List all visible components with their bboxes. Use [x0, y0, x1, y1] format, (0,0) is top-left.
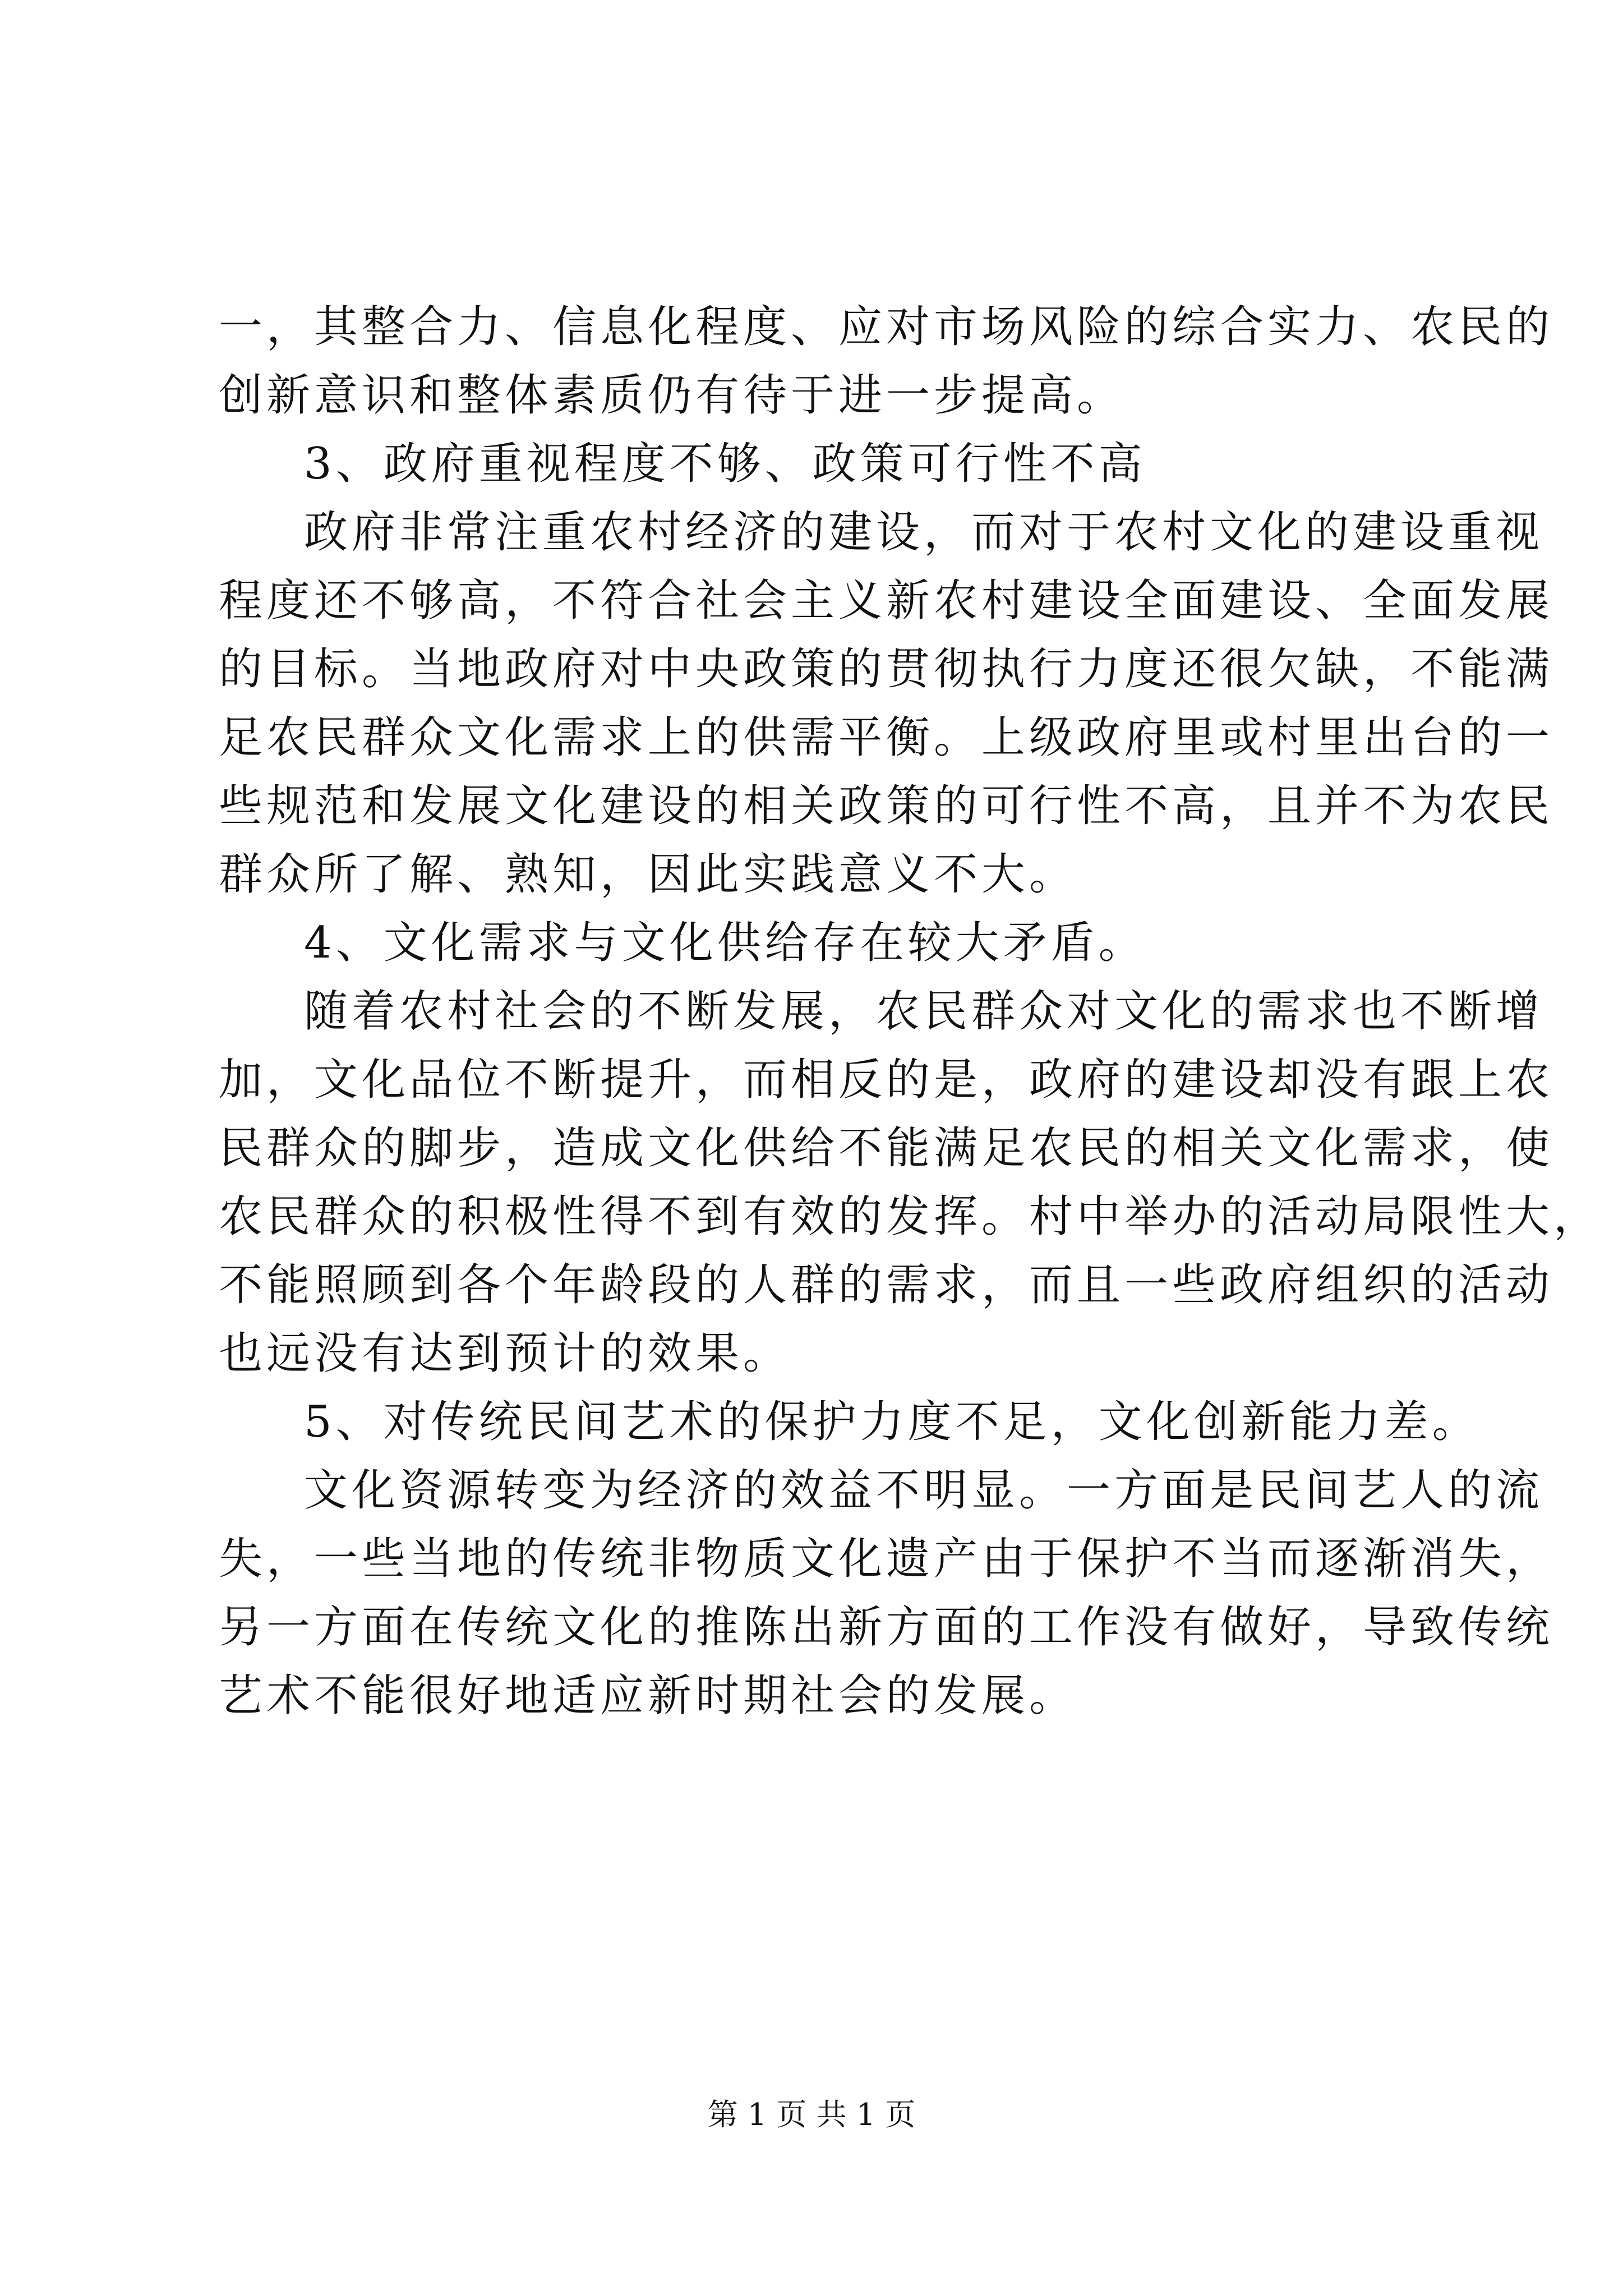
text-line: 随着农村社会的不断发展，农民群众对文化的需求也不断增 — [304, 986, 1544, 1037]
text-line: 失，一些当地的传统非物质文化遗产由于保护不当而逐渐消失， — [219, 1534, 1554, 1584]
text-line: 艺术不能很好地适应新时期社会的发展。 — [219, 1671, 1077, 1721]
text-line: 加，文化品位不断提升，而相反的是，政府的建设却没有跟上农 — [219, 1055, 1554, 1105]
text-line: 群众所了解、熟知，因此实践意义不大。 — [219, 849, 1077, 900]
section-heading-5: 5、对传统民间艺术的保护力度不足，文化创新能力差。 — [304, 1397, 1480, 1447]
text-line: 另一方面在传统文化的推陈出新方面的工作没有做好，导致传统 — [219, 1602, 1554, 1653]
section-heading-3: 3、政府重视程度不够、政策可行性不高 — [304, 439, 1146, 489]
text-line: 些规范和发展文化建设的相关政策的可行性不高，且并不为农民 — [219, 781, 1554, 831]
section-heading-4: 4、文化需求与文化供给存在较大矛盾。 — [304, 918, 1146, 968]
text-line: 也远没有达到预计的效果。 — [219, 1328, 791, 1379]
text-line: 政府非常注重农村经济的建设，而对于农村文化的建设重视 — [304, 507, 1544, 558]
page-footer: 第 1 页 共 1 页 — [707, 2097, 916, 2132]
text-line: 一，其整合力、信息化程度、应对市场风险的综合实力、农民的 — [219, 302, 1554, 352]
text-line: 足农民群众文化需求上的供需平衡。上级政府里或村里出台的一 — [219, 712, 1554, 763]
text-line: 文化资源转变为经济的效益不明显。一方面是民间艺人的流 — [304, 1465, 1544, 1516]
document-body — [219, 293, 1602, 1730]
text-line: 民群众的脚步，造成文化供给不能满足农民的相关文化需求，使 — [219, 1123, 1554, 1174]
text-line: 农民群众的积极性得不到有效的发挥。村中举办的活动局限性大， — [219, 1191, 1602, 1242]
text-line: 的目标。当地政府对中央政策的贯彻执行力度还很欠缺，不能满 — [219, 644, 1554, 694]
text-line: 程度还不够高，不符合社会主义新农村建设全面建设、全面发展 — [219, 576, 1554, 626]
text-line: 创新意识和整体素质仍有待于进一步提高。 — [219, 370, 1125, 421]
text-line: 不能照顾到各个年龄段的人群的需求，而且一些政府组织的活动 — [219, 1260, 1554, 1310]
